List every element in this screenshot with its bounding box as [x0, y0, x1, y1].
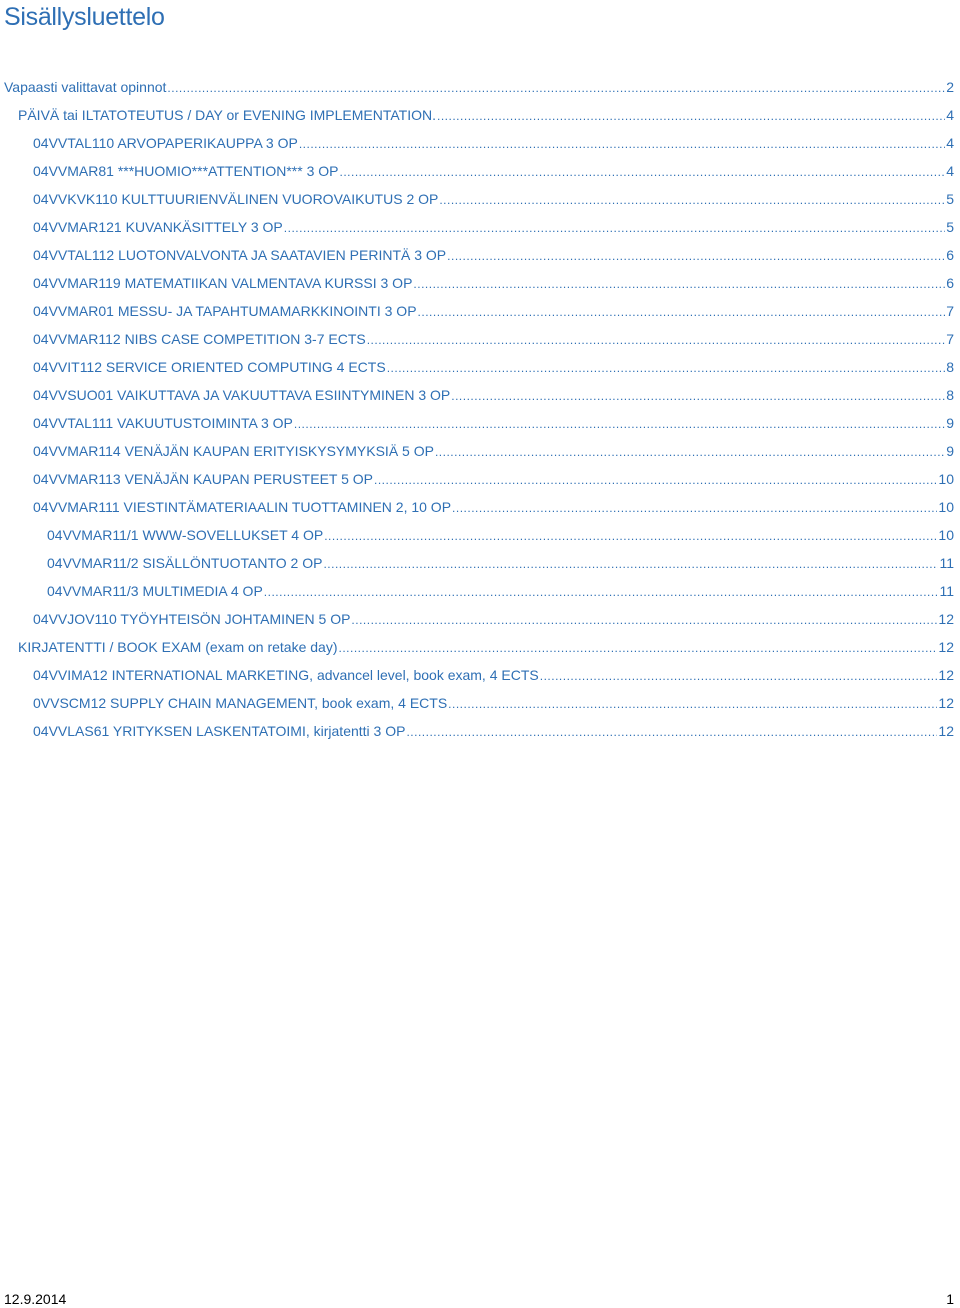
toc-dot-leader — [324, 524, 937, 548]
toc-dot-leader — [340, 160, 946, 184]
toc-entry-text: 0VVSCM12 SUPPLY CHAIN MANAGEMENT, book exam, 4 ECTS — [33, 695, 448, 711]
toc-dot-leader — [437, 104, 945, 128]
toc-page-number: 6 — [946, 275, 954, 291]
toc-entry[interactable] — [0, 103, 960, 131]
toc-entry[interactable] — [0, 187, 960, 215]
toc-page-number: 12 — [938, 695, 954, 711]
page-footer — [0, 1290, 960, 1308]
toc-entry-text: 04VVMAR121 KUVANKÄSITTELY 3 OP — [33, 219, 283, 235]
toc-page-number: 12 — [938, 723, 954, 739]
toc-dot-leader — [264, 580, 939, 604]
toc-dot-leader — [406, 720, 937, 744]
toc-dot-leader — [367, 328, 945, 352]
toc-page-number: 12 — [938, 611, 954, 627]
toc-entry[interactable] — [0, 607, 960, 635]
toc-page-number: 5 — [946, 191, 954, 207]
toc-dot-leader — [418, 300, 946, 324]
toc-page-number: 10 — [938, 471, 954, 487]
toc-entry[interactable] — [0, 75, 960, 103]
toc-entry-text: 04VVMAR112 NIBS CASE COMPETITION 3-7 ECTS — [33, 331, 366, 347]
toc-entry[interactable] — [0, 159, 960, 187]
toc-entry[interactable] — [0, 243, 960, 271]
toc-page-number: 9 — [946, 415, 954, 431]
toc-entry[interactable] — [0, 663, 960, 691]
toc-entry[interactable] — [0, 327, 960, 355]
toc-entry[interactable] — [0, 635, 960, 663]
toc-entry[interactable] — [0, 355, 960, 383]
toc-dot-leader — [448, 692, 937, 716]
toc-page-number: 11 — [939, 555, 954, 571]
toc-entry-text: 04VVTAL111 VAKUUTUSTOIMINTA 3 OP — [33, 415, 293, 431]
toc-entry[interactable] — [0, 411, 960, 439]
toc-dot-leader — [294, 412, 945, 436]
toc-dot-leader — [452, 496, 937, 520]
footer-page-number: 1 — [946, 1291, 954, 1307]
toc-entry[interactable] — [0, 439, 960, 467]
toc-entry-text: 04VVMAR11/2 SISÄLLÖNTUOTANTO 2 OP — [47, 555, 323, 571]
toc-entry[interactable] — [0, 215, 960, 243]
toc-entry-text: 04VVMAR114 VENÄJÄN KAUPAN ERITYISKYSYMYKSIÄ 5 OP — [33, 443, 434, 459]
toc-dot-leader — [439, 188, 945, 212]
toc-entry-text: 04VVTAL110 ARVOPAPERIKAUPPA 3 OP — [33, 135, 298, 151]
toc-dot-leader — [447, 244, 945, 268]
toc-dot-leader — [351, 608, 937, 632]
toc-entry-text: 04VVKVK110 KULTTUURIENVÄLINEN VUOROVAIKUTUS 2 OP — [33, 191, 439, 207]
toc-entry-text: 04VVLAS61 YRITYKSEN LASKENTATOIMI, kirjatentti 3 OP — [33, 723, 406, 739]
toc-page-number: 4 — [946, 107, 954, 123]
toc-entry[interactable] — [0, 719, 960, 747]
toc-page-number: 8 — [946, 359, 954, 375]
toc-page-number: 12 — [938, 667, 954, 683]
footer-date: 12.9.2014 — [4, 1291, 67, 1307]
toc-page-number: 4 — [946, 163, 954, 179]
toc-entry[interactable] — [0, 691, 960, 719]
toc-entry-text: Vapaasti valittavat opinnot — [4, 79, 167, 95]
toc-page-number: 10 — [938, 527, 954, 543]
toc-entry[interactable] — [0, 495, 960, 523]
toc-entry[interactable] — [0, 579, 960, 607]
toc-page-number: 6 — [946, 247, 954, 263]
toc-dot-leader — [387, 356, 946, 380]
toc-page-number: 2 — [946, 79, 954, 95]
toc-page-number: 9 — [946, 443, 954, 459]
toc-entry-text: 04VVMAR81 ***HUOMIO***ATTENTION*** 3 OP — [33, 163, 339, 179]
toc-page-number: 10 — [938, 499, 954, 515]
toc-entry-text: 04VVSUO01 VAIKUTTAVA JA VAKUUTTAVA ESIINTYMINEN 3 OP — [33, 387, 451, 403]
toc-entry-text: KIRJATENTTI / BOOK EXAM (exam on retake day) — [18, 639, 338, 655]
toc-dot-leader — [323, 552, 938, 576]
toc-entry[interactable] — [0, 131, 960, 159]
toc-entry-text: 04VVMAR01 MESSU- JA TAPAHTUMAMARKKINOINTI 3 OP — [33, 303, 417, 319]
toc-page-number: 7 — [946, 303, 954, 319]
toc-entry-text: PÄIVÄ tai ILTATOTEUTUS / DAY or EVENING IMPLEMENTATION. — [18, 107, 437, 123]
toc-entry-text: 04VVJOV110 TYÖYHTEISÖN JOHTAMINEN 5 OP — [33, 611, 351, 627]
toc-dot-leader — [413, 272, 945, 296]
toc-page-number: 11 — [939, 583, 954, 599]
toc-dot-leader — [435, 440, 945, 464]
toc-entry-text: 04VVMAR11/3 MULTIMEDIA 4 OP — [47, 583, 263, 599]
toc-entry-text: 04VVMAR111 VIESTINTÄMATERIAALIN TUOTTAMINEN 2, 10 OP — [33, 499, 452, 515]
toc-page-number: 8 — [946, 387, 954, 403]
table-of-contents — [0, 75, 960, 747]
toc-entry[interactable] — [0, 271, 960, 299]
toc-entry[interactable] — [0, 467, 960, 495]
toc-dot-leader — [339, 636, 938, 660]
toc-dot-leader — [374, 468, 937, 492]
toc-dot-leader — [284, 216, 945, 240]
toc-dot-leader — [451, 384, 945, 408]
toc-entry[interactable] — [0, 551, 960, 579]
page-title: Sisällysluettelo — [4, 3, 165, 31]
toc-dot-leader — [540, 664, 938, 688]
toc-entry-text: 04VVMAR113 VENÄJÄN KAUPAN PERUSTEET 5 OP — [33, 471, 374, 487]
toc-entry[interactable] — [0, 523, 960, 551]
toc-page-number: 5 — [946, 219, 954, 235]
toc-entry-text: 04VVMAR11/1 WWW-SOVELLUKSET 4 OP — [47, 527, 324, 543]
toc-dot-leader — [299, 132, 945, 156]
toc-entry-text: 04VVIMA12 INTERNATIONAL MARKETING, advancel level, book exam, 4 ECTS — [33, 667, 539, 683]
toc-dot-leader — [167, 76, 945, 100]
toc-entry-text: 04VVIT112 SERVICE ORIENTED COMPUTING 4 ECTS — [33, 359, 386, 375]
toc-page-number: 4 — [946, 135, 954, 151]
toc-page-number: 7 — [946, 331, 954, 347]
toc-entry[interactable] — [0, 383, 960, 411]
toc-entry-text: 04VVMAR119 MATEMATIIKAN VALMENTAVA KURSSI 3 OP — [33, 275, 413, 291]
toc-page-number: 12 — [938, 639, 954, 655]
toc-entry-text: 04VVTAL112 LUOTONVALVONTA JA SAATAVIEN PERINTÄ 3 OP — [33, 247, 447, 263]
toc-entry[interactable] — [0, 299, 960, 327]
